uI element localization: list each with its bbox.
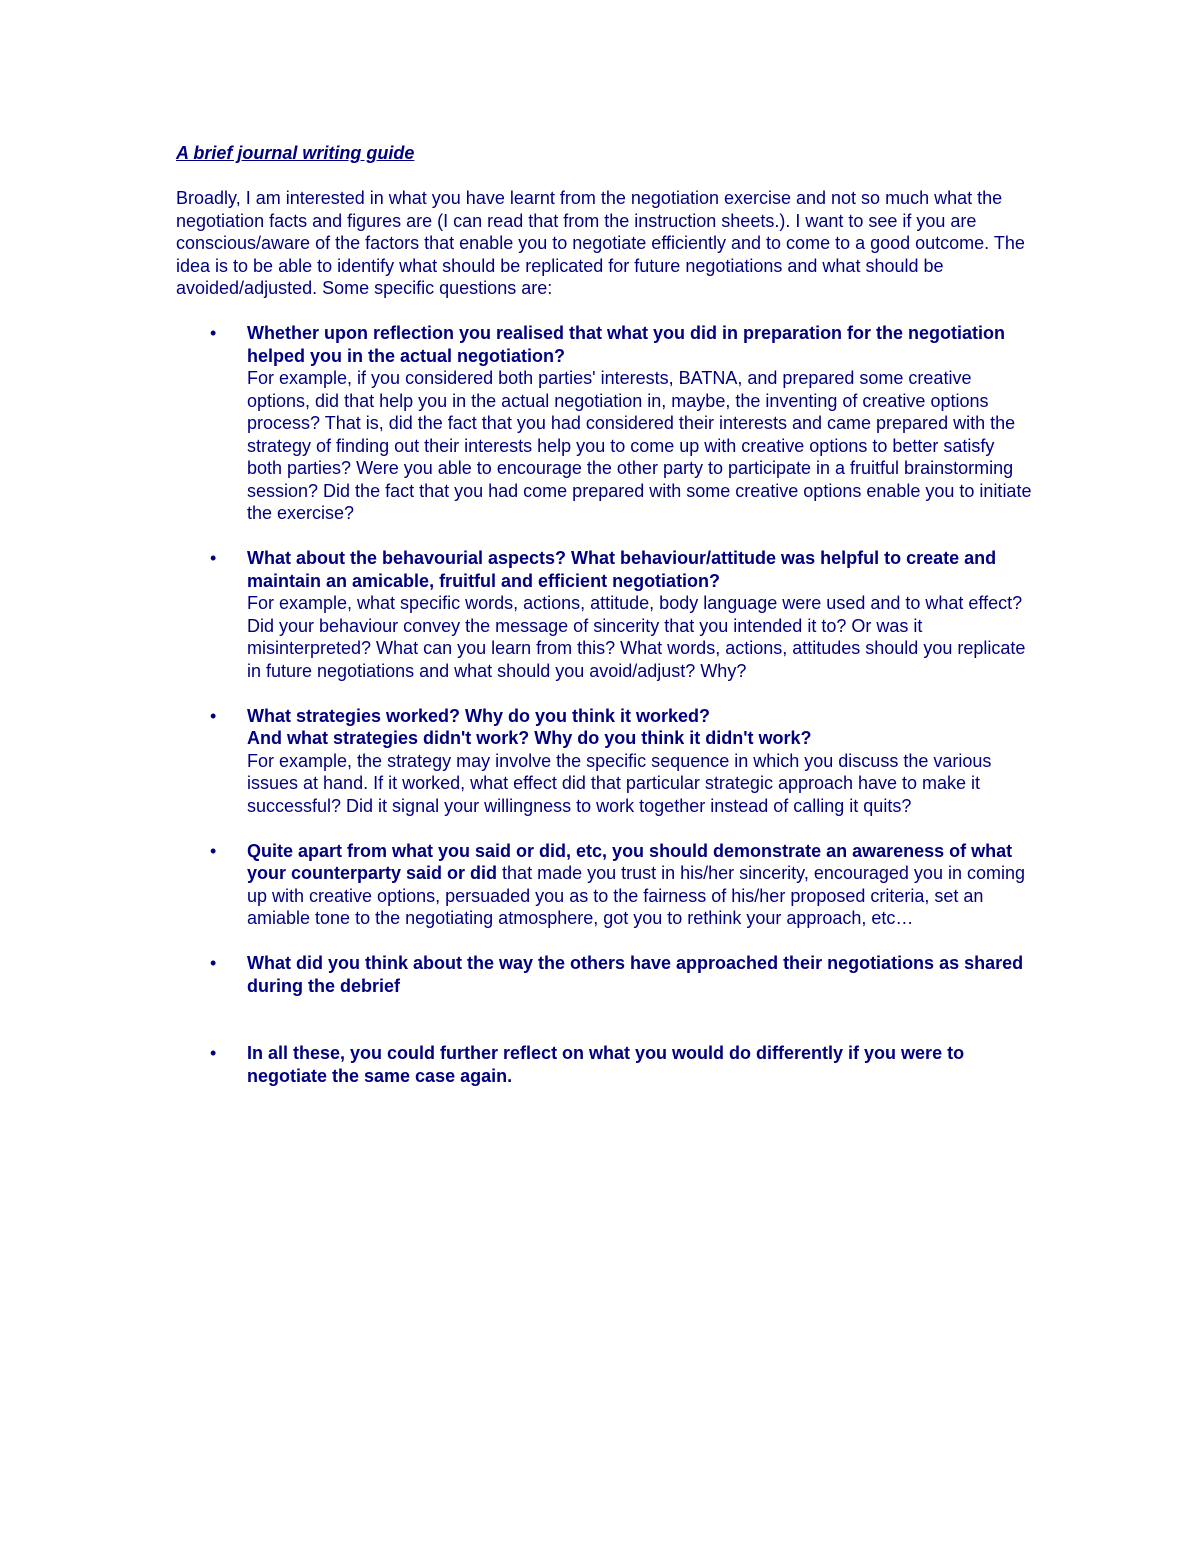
question-item-strategies: [176, 705, 1032, 818]
bullet-icon: •: [210, 323, 217, 343]
blank-line: [247, 997, 1032, 1020]
question-text: that made you trust in his/her sincerity, encouraged you in coming up with creative options, persuaded you as to the fairness of his/her proposed criteria, set an amiable tone to the negotiating atmosphere, got you to rethink your approach, etc…: [247, 863, 1025, 928]
question-heading: What about the behavourial aspects? What behaviour/attitude was helpful to create and maintain an amicable, fruitful and efficient negotiation?: [247, 548, 997, 591]
bullet-icon: •: [210, 705, 217, 726]
question-heading: In all these, you could further reflect on what you would do differently if you were to negotiate the same case again.: [247, 1043, 965, 1086]
question-paragraph: [247, 841, 1025, 929]
question-item-behaviour: [176, 547, 1032, 682]
question-list: [176, 322, 1032, 1087]
bullet-icon: •: [210, 840, 217, 861]
question-heading-secondary: And what strategies didn't work? Why do you think it didn't work?: [247, 728, 812, 748]
question-heading: What did you think about the way the others have approached their negotiations as shared during the debrief: [247, 953, 1024, 996]
question-item-debrief: [176, 952, 1032, 1020]
bullet-icon: •: [210, 1043, 217, 1063]
question-text: For example, the strategy may involve the specific sequence in which you discuss the various issues at hand. If it worked, what effect did that particular strategic approach have to make it successful? Did it signal your willingness to work together instead of calling it quits?: [247, 750, 992, 816]
intro-paragraph: Broadly, I am interested in what you have learnt from the negotiation exercise and not so much what the negotiation facts and figures are (I can read that from the instruction sheets.). I want to see if you are conscious/aware of the factors that enable you to negotiate efficiently and to come to a good outcome. The idea is to be able to identify what should be replicated for future negotiations and what should be avoided/adjusted. Some specific questions are:: [176, 188, 1025, 298]
bullet-icon: •: [210, 953, 217, 973]
question-heading: Whether upon reflection you realised that what you did in preparation for the negotiation helped you in the actual negotiation?: [247, 323, 1006, 366]
bullet-icon: •: [210, 548, 217, 568]
document-title: A brief journal writing guide: [176, 143, 415, 163]
question-item-differently: [176, 1042, 1032, 1087]
question-heading: What strategies worked? Why do you think it worked?: [247, 705, 711, 726]
document-content: [176, 142, 1032, 1110]
question-item-counterparty: [176, 840, 1032, 930]
question-item-preparation: [176, 322, 1032, 525]
question-text: For example, what specific words, actions, attitude, body language were used and to what effect? Did your behaviour convey the message of sincerity that you intended it to? Or was it misinterpreted? What can you learn from this? What words, actions, attitudes should you replicate in future negotiations and what should you avoid/adjust? Why?: [247, 593, 1026, 681]
question-heading: Quite apart from what you said or did, etc, you should demonstrate an awareness of what your counterparty said or did: [247, 840, 1013, 883]
question-text: For example, if you considered both parties' interests, BATNA, and prepared some creative options, did that help you in the actual negotiation in, maybe, the inventing of creative options process? That is, did the fact that you had considered their interests and came prepared with the strategy of finding out their interests help you to come up with creative options to better satisfy both parties? Were you able to encourage the other party to participate in a fruitful brainstorming session? Did the fact that you had come prepared with some creative options enable you to initiate the exercise?: [247, 368, 1032, 523]
